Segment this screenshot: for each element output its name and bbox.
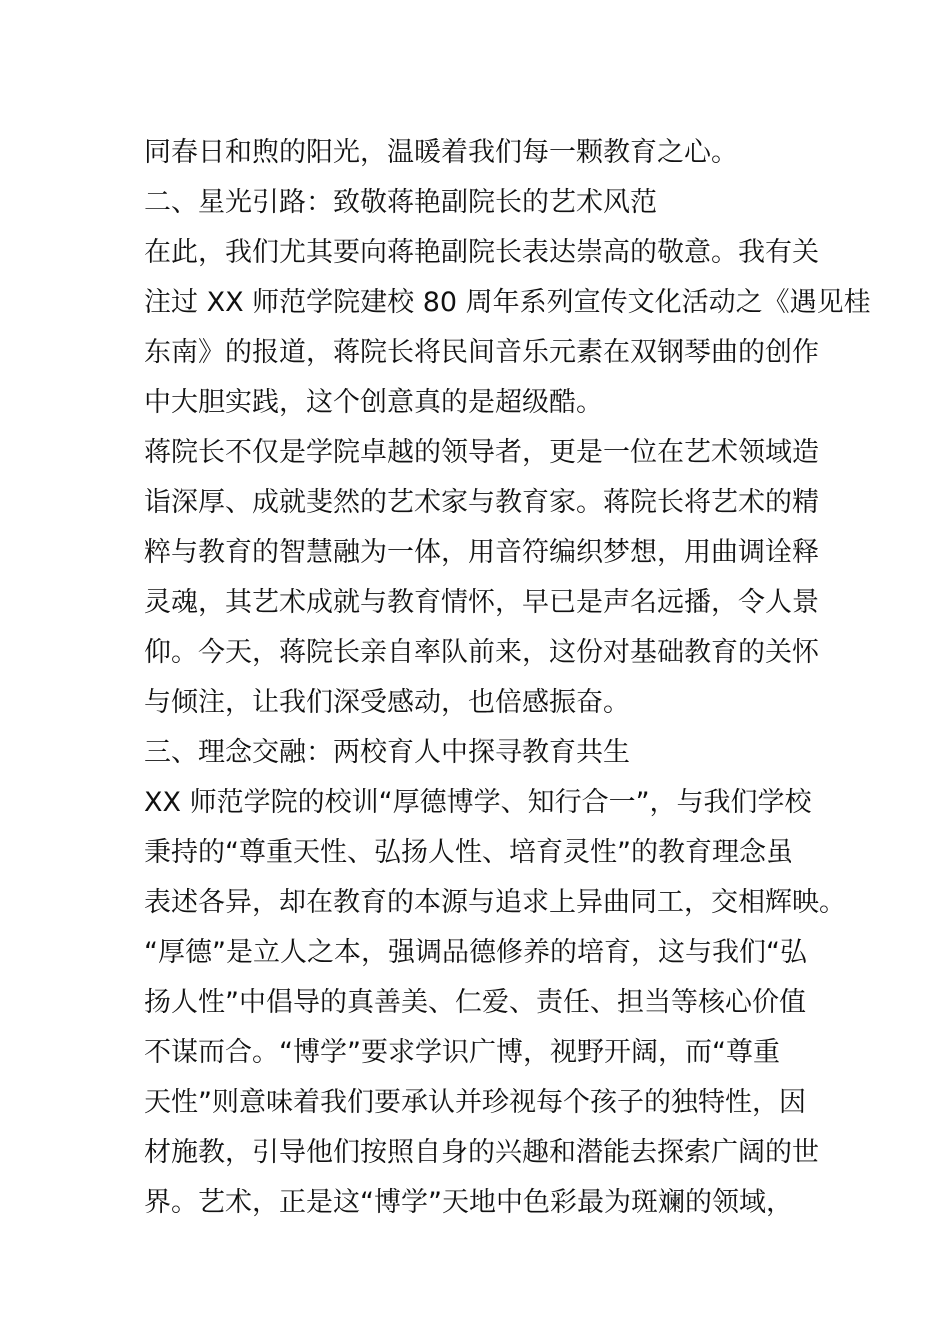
text-line: 中大胆实践，这个创意真的是超级酷。 xyxy=(144,387,603,418)
text-line: “厚德”是立人之本，强调品德修养的培育，这与我们“弘 xyxy=(144,937,807,968)
text-line: 仰。今天，蒋院长亲自率队前来，这份对基础教育的关怀 xyxy=(144,637,819,668)
text-line: 秉持的“尊重天性、弘扬人性、培育灵性”的教育理念虽 xyxy=(144,837,793,868)
text-line: 在此，我们尤其要向蒋艳副院长表达崇高的敬意。我有关 xyxy=(144,237,819,268)
text-line: 与倾注，让我们深受感动，也倍感振奋。 xyxy=(144,687,630,718)
text-line: 灵魂，其艺术成就与教育情怀，早已是声名远播，令人景 xyxy=(144,587,819,618)
text-line: 表述各异，却在教育的本源与追求上异曲同工，交相辉映。 xyxy=(144,887,846,918)
text-line: 不谋而合。“博学”要求学识广博，视野开阔，而“尊重 xyxy=(144,1037,780,1068)
section-heading-2: 二、星光引路：致敬蒋艳副院长的艺术风范 xyxy=(144,187,657,218)
text-line: 材施教，引导他们按照自身的兴趣和潜能去探索广阔的世 xyxy=(144,1137,819,1168)
body-text xyxy=(144,128,871,1228)
text-line: 粹与教育的智慧融为一体，用音符编织梦想，用曲调诠释 xyxy=(144,537,819,568)
text-line: 天性”则意味着我们要承认并珍视每个孩子的独特性，因 xyxy=(144,1087,806,1118)
section-heading-3: 三、理念交融：两校育人中探寻教育共生 xyxy=(144,737,630,768)
text-line: 界。艺术，正是这“博学”天地中色彩最为斑斓的领域， xyxy=(144,1187,793,1218)
text-line: 注过 XX 师范学院建校 80 周年系列宣传文化活动之《遇见桂 xyxy=(144,287,871,318)
text-line: XX 师范学院的校训“厚德博学、知行合一”，与我们学校 xyxy=(144,787,812,818)
text-line: 诣深厚、成就斐然的艺术家与教育家。蒋院长将艺术的精 xyxy=(144,487,819,518)
text-line: 蒋院长不仅是学院卓越的领导者，更是一位在艺术领域造 xyxy=(144,437,819,468)
text-line: 东南》的报道，蒋院长将民间音乐元素在双钢琴曲的创作 xyxy=(144,337,819,368)
text-line: 同春日和煦的阳光，温暖着我们每一颗教育之心。 xyxy=(144,137,738,168)
text-line: 扬人性”中倡导的真善美、仁爱、责任、担当等核心价值 xyxy=(144,987,806,1018)
